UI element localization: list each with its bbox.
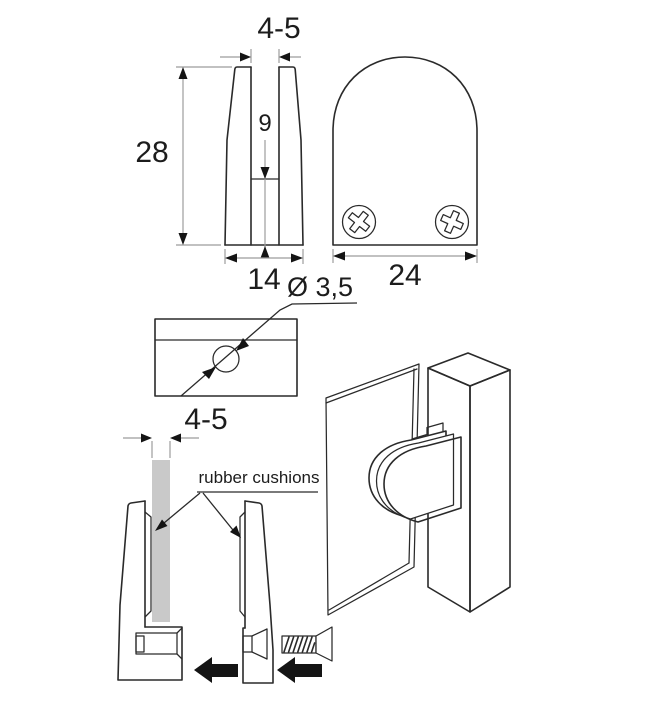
rubber-cushions-callout (155, 492, 318, 538)
label-rubber-cushions: rubber cushions (198, 468, 320, 487)
assembly-arrow-screw (277, 657, 322, 683)
front-view-drawing (333, 57, 477, 263)
dimension-height: 28 (135, 136, 169, 169)
diameter-leader-line (181, 303, 357, 396)
dimension-lines-inner-depth (261, 140, 270, 258)
countersunk-screw (282, 627, 332, 661)
clamp-half-left (118, 501, 182, 680)
dimension-base-width: 14 (247, 263, 281, 296)
side-view-drawing (176, 49, 303, 264)
screw-head-left (343, 206, 376, 239)
rubber-cushion-left (145, 512, 151, 617)
dimension-glass-thickness: 4-5 (184, 403, 228, 436)
dimension-slot-width-top: 4-5 (257, 12, 301, 45)
dimension-inner-depth: 9 (258, 110, 272, 137)
dimension-front-width: 24 (388, 259, 422, 292)
clamp-half-right (240, 501, 273, 683)
screw-head-right (436, 206, 469, 239)
perspective-view-drawing (326, 353, 510, 615)
assembly-arrow-left (194, 657, 238, 683)
dimension-lines-glass-thickness (123, 434, 199, 459)
dimension-lines-slot-width (220, 49, 301, 63)
dimension-hole-diameter: Ø 3,5 (286, 272, 354, 302)
glass-pane-strip (152, 460, 170, 622)
hole-view-drawing (155, 303, 357, 396)
